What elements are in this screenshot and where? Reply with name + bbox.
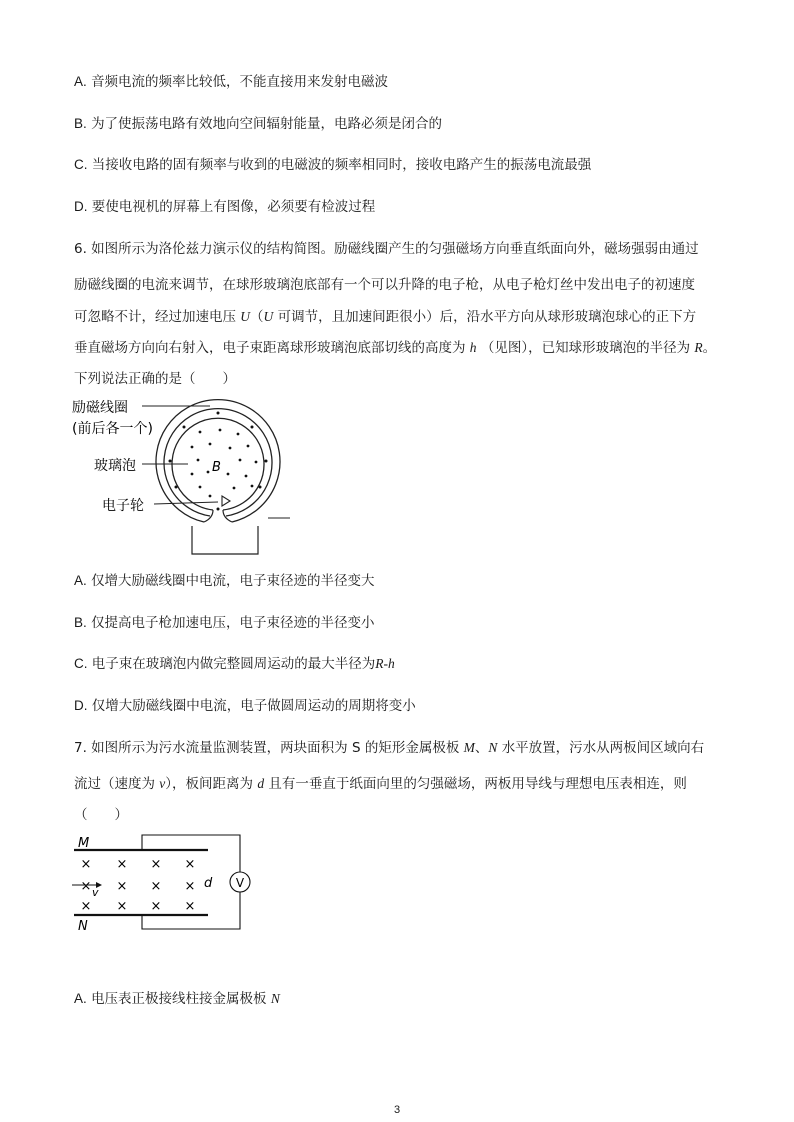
option-text: 仅增大励磁线圈中电流，电子做圆周运动的周期将变小 [91,698,416,714]
text-segment: 7. 如图所示为污水流量监测装置，两块面积为 S 的矩形金属极板 [74,740,460,756]
plate-label-M: M [78,836,90,851]
variable-h: h [469,340,477,355]
q6-option-d [74,697,416,715]
q6-option-a [74,572,375,590]
text-segment: 。 [702,340,717,356]
plate-label-N: N [78,919,88,934]
option-letter: C. [74,157,88,172]
voltmeter-label: V [235,876,245,890]
q5-option-d [74,198,375,216]
text-segment: （ [250,309,264,325]
q5-option-a [74,73,388,91]
q6-stem-line-4 [74,339,716,357]
page-number: 3 [393,1104,401,1116]
gun-label: 电子轮 [102,498,144,514]
field-cross: × [80,857,92,872]
flow-meter-figure [70,830,270,935]
q7-stem-line-1 [74,739,704,757]
option-text: 要使电视机的屏幕上有图像，必须要有检波过程 [91,199,376,215]
variable-M: M [463,740,475,755]
q7-stem-line-3: （ ） [74,807,128,823]
option-text: 仅提高电子枪加速电压，电子束径迹的半径变小 [91,615,375,631]
electron-gun-icon [222,496,230,506]
field-cross: × [150,857,162,872]
text-segment: 且有一垂直于纸面向里的匀强磁场，两板用导线与理想电压表相连，则 [268,776,687,792]
text-segment: 垂直磁场方向向右射入，电子束距离球形玻璃泡底部切线的高度为 [74,340,466,356]
field-cross: × [116,899,128,914]
text-segment: 、 [474,740,489,756]
variable-U: U [240,309,251,324]
distance-label-d: d [204,876,213,891]
lorentz-apparatus-figure [70,392,300,557]
q6-stem-line-5: 下列说法正确的是（ ） [74,371,236,387]
option-text: 电压表正极接线柱接金属极板 [91,991,267,1007]
option-text: 电子束在玻璃泡内做完整圆周运动的最大半径为 [91,656,376,672]
field-cross: × [150,899,162,914]
option-letter: B. [74,615,87,630]
magnetic-field-dots [191,429,258,498]
apparatus-base [192,526,258,554]
option-letter: A. [74,74,87,89]
option-letter: B. [74,116,87,131]
variable-N: N [488,740,498,755]
option-text: 音频电流的频率比较低，不能直接用来发射电磁波 [91,74,389,90]
q5-option-b [74,115,442,133]
option-text: 仅增大励磁线圈中电流，电子束径迹的半径变大 [91,573,375,589]
option-letter: D. [74,698,88,713]
q6-option-b [74,614,375,632]
coil-label: 励磁线圈 [72,400,128,416]
option-letter: C. [74,656,88,671]
gun-leader-line [154,502,218,504]
field-cross: × [80,899,92,914]
field-cross: × [184,899,196,914]
option-text: 为了使振荡电路有效地向空间辐射能量，电路必须是闭合的 [91,116,443,132]
option-text: 当接收电路的固有频率与收到的电磁波的频率相同时，接收电路产生的振荡电流最强 [91,157,592,173]
field-cross: × [150,879,162,894]
option-letter: D. [74,199,88,214]
text-segment: 流过（速度为 [74,776,155,792]
q6-stem-line-1: 6. 如图所示为洛伦兹力演示仪的结构简图。励磁线圈产生的匀强磁场方向垂直纸面向外，磁场强弱由通过 [74,241,699,257]
text-segment: 可调节，且加速间距很小）后，沿水平方向从球形玻璃泡球心的正下方 [277,309,697,325]
variable-d: d [257,776,265,791]
field-cross: × [116,857,128,872]
velocity-label-v: v [92,886,99,899]
field-cross: × [116,879,128,894]
q7-option-a [74,990,280,1008]
coil-label-note: (前后各一个) [72,421,153,437]
q7-stem-line-2 [74,775,687,793]
option-letter: A. [74,991,87,1006]
text-segment: 可忽略不计，经过加速电压 [74,309,236,325]
q5-option-c [74,156,591,174]
text-segment: （见图），已知球形玻璃泡的半径为 [480,340,691,356]
text-segment: 水平放置，污水从两板间区域向右 [501,740,705,756]
variable-N: N [270,991,280,1006]
q6-stem-line-3 [74,308,696,326]
variable-U: U [263,309,274,324]
field-cross: × [184,879,196,894]
field-cross: × [184,857,196,872]
bulb-label: 玻璃泡 [94,458,136,474]
option-letter: A. [74,573,87,588]
field-label-B: B [212,460,221,475]
field-cross: × [80,879,92,894]
variable-v: v [159,776,166,791]
q6-stem-line-2: 励磁线圈的电流来调节，在球形玻璃泡底部有一个可以升降的电子枪，从电子枪灯丝中发出电子的初速度 [74,277,695,293]
q6-option-c [74,655,395,673]
text-segment: ），板间距离为 [165,776,254,792]
variable-R-minus-h: R-h [375,656,395,671]
variable-R: R [694,340,703,355]
